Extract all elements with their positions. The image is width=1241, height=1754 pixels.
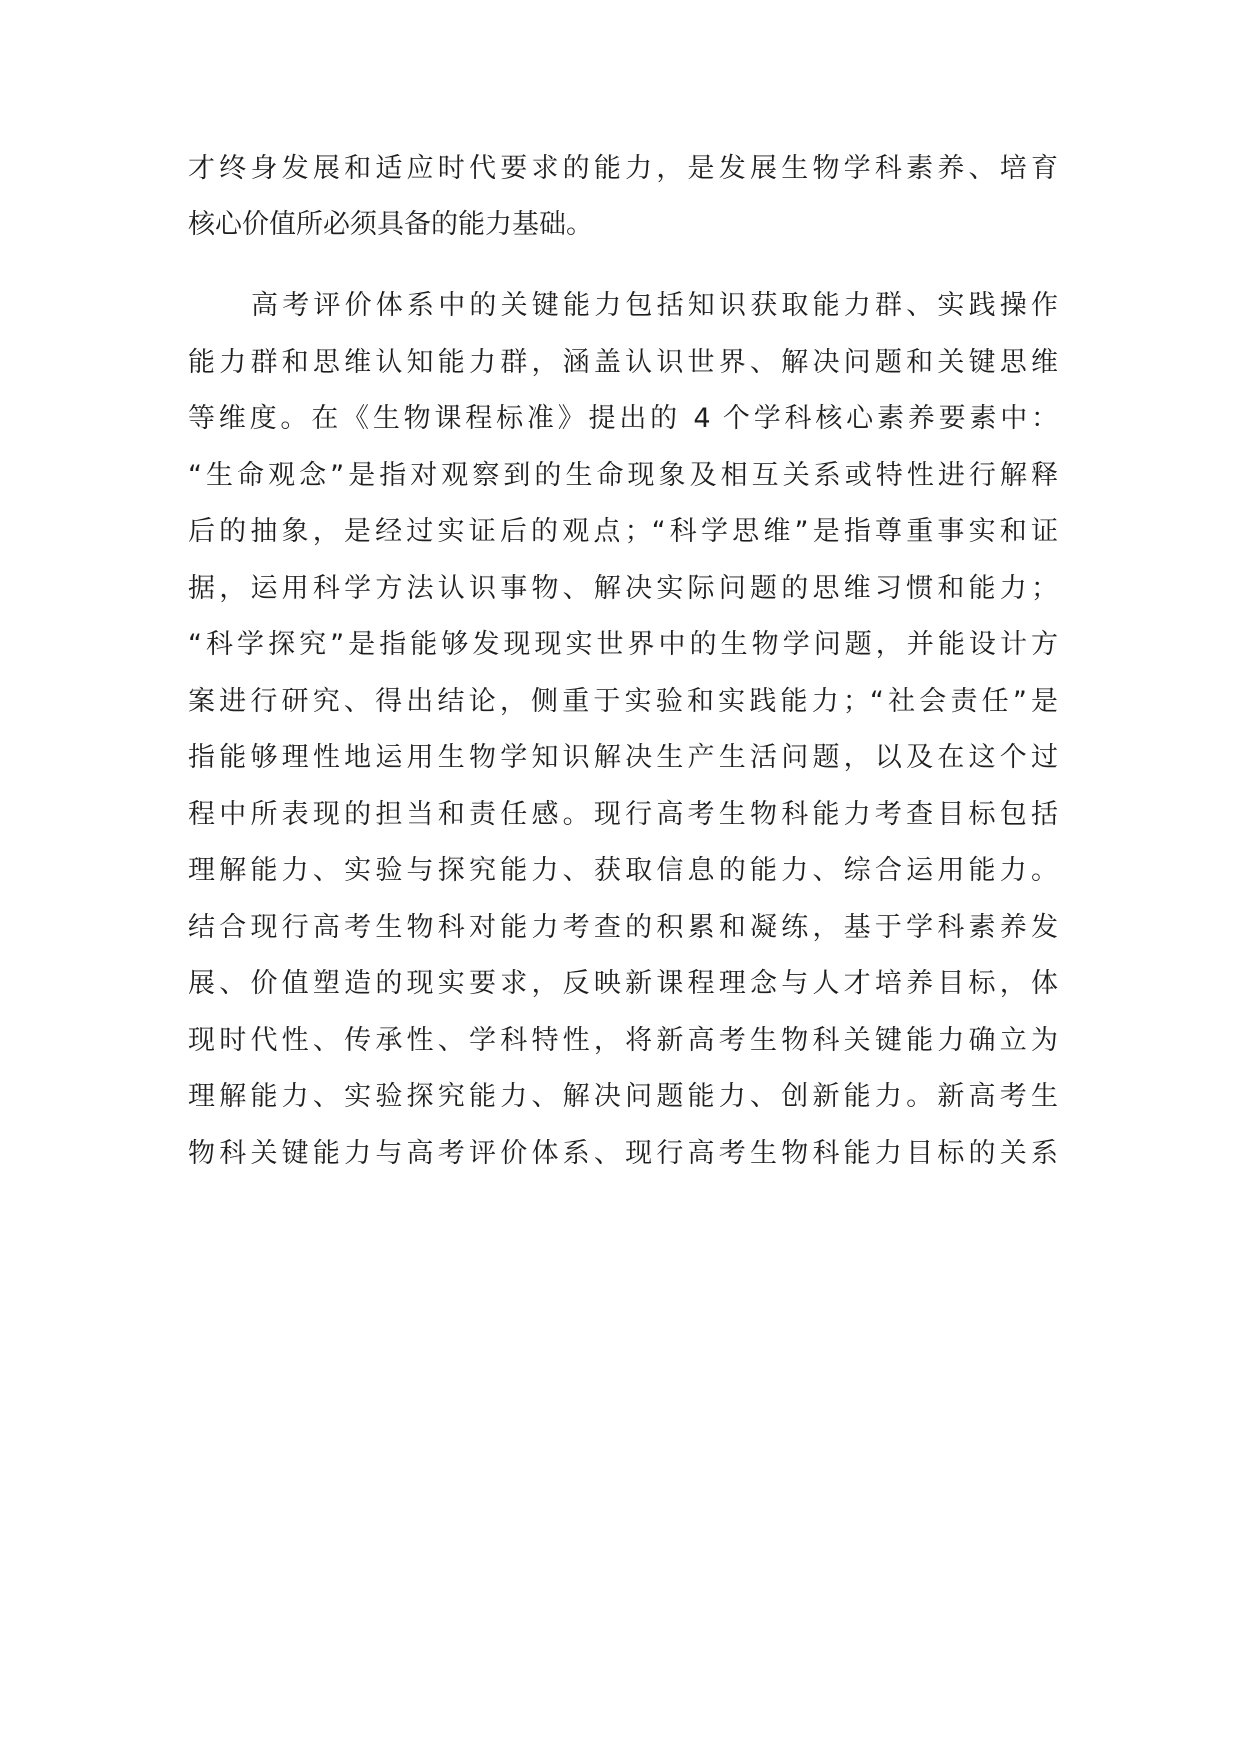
- text-line: 指能够理性地运用生物学知识解决生产生活问题，以及在这个过: [188, 742, 1058, 773]
- text-line: 程中所表现的担当和责任感。现行高考生物科能力考查目标包括: [188, 799, 1058, 830]
- text-line: 物科关键能力与高考评价体系、现行高考生物科能力目标的关系: [188, 1138, 1058, 1169]
- text-line: “生命观念”是指对观察到的生命现象及相互关系或特性进行解释: [188, 460, 1058, 491]
- text-line: 展、价值塑造的现实要求，反映新课程理念与人才培养目标，体: [188, 968, 1058, 999]
- text-line: 现时代性、传承性、学科特性，将新高考生物科关键能力确立为: [188, 1025, 1058, 1056]
- text-line: 才终身发展和适应时代要求的能力，是发展生物学科素养、培育: [188, 153, 1058, 184]
- text-line: 能力群和思维认知能力群，涵盖认识世界、解决问题和关键思维: [188, 347, 1058, 378]
- text-line: 据，运用科学方法认识事物、解决实际问题的思维习惯和能力；: [188, 573, 1058, 604]
- text-line: 等维度。在《生物课程标准》提出的 4 个学科核心素养要素中：: [188, 403, 1058, 434]
- text-line: 后的抽象，是经过实证后的观点；“科学思维”是指尊重事实和证: [188, 516, 1058, 547]
- text-line: “科学探究”是指能够发现现实世界中的生物学问题，并能设计方: [188, 629, 1058, 660]
- text-line: 结合现行高考生物科对能力考查的积累和凝练，基于学科素养发: [188, 912, 1058, 943]
- text-line: 理解能力、实验探究能力、解决问题能力、创新能力。新高考生: [188, 1081, 1058, 1112]
- text-line: 理解能力、实验与探究能力、获取信息的能力、综合运用能力。: [188, 855, 1058, 886]
- text-line: 核心价值所必须具备的能力基础。: [188, 209, 593, 240]
- text-line: 高考评价体系中的关键能力包括知识获取能力群、实践操作: [251, 290, 1058, 321]
- text-line: 案进行研究、得出结论，侧重于实验和实践能力；“社会责任”是: [188, 686, 1058, 717]
